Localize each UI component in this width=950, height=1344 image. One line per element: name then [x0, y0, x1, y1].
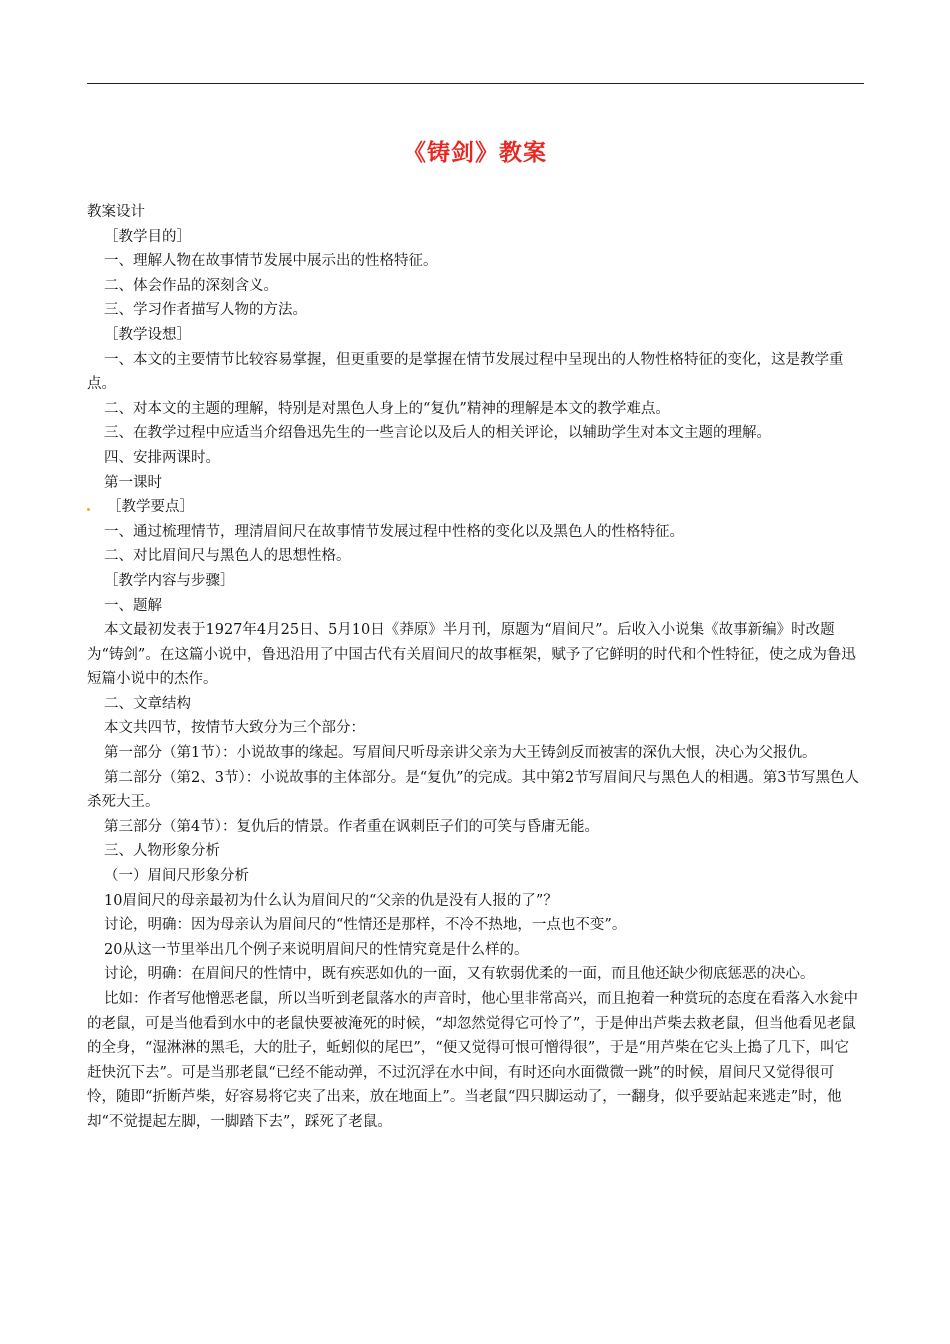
paragraph: 第三部分（第4节）：复仇后的情景。作者重在讽刺臣子们的可笑与昏庸无能。	[104, 818, 599, 835]
paragraph: 比如：作者写他憎恶老鼠，所以当听到老鼠落水的声音时，他心里非常高兴，而且抱着一种赏玩的态度在看落入水瓮中的老鼠，可是当他看到水中的老鼠快要被淹死的时候，“却忽然觉得它可怜了”，于是伸出芦柴去救老鼠，但当他看见老鼠的全身，“湿淋淋的黑毛，大的肚子，蚯蚓似的尾巴”，“便又觉得可恨可憎得很”，于是“用芦柴在它头上搗了几下，叫它赶快沉下去”。可是当那老鼠“已经不能动弹，不过沉浮在水中间，有时还向水面微微一跳”的时候，眉间尺又觉得很可怜，随即“折断芦柴，好容易将它夹了出来，放在地面上”。当老鼠“四只脚运动了，一翻身，似乎要站起来逃走”时，他却“不觉提起左脚，一脚踏下去”，踩死了老鼠。	[87, 991, 858, 1130]
paragraph: 一、题解	[104, 597, 162, 614]
paragraph: 二、对比眉间尺与黑色人的思想性格。	[104, 548, 351, 565]
paragraph: 教案设计	[87, 204, 145, 220]
paragraph: 三、在教学过程中应适当介绍鲁迅先生的一些言论以及后人的相关评论，以辅助学生对本文主题的理解。	[104, 425, 771, 442]
paragraph: 一、本文的主要情节比较容易掌握，但更重要的是掌握在情节发展过程中呈现出的人物性格特征的变化，这是教学重点。	[87, 351, 844, 393]
paragraph: 一、理解人物在故事情节发展中展示出的性格特征。	[104, 253, 438, 270]
paragraph: 二、体会作品的深刻含义。	[104, 277, 278, 294]
paragraph: ［教学设想］	[104, 326, 191, 343]
page-title: 《铸剑》教案	[403, 140, 547, 166]
paragraph: 第一部分（第1节）：小说故事的缘起。写眉间尺听母亲讲父亲为大王铸剑反而被害的深仇大恨，决心为父报仇。	[104, 745, 817, 762]
paragraph: （一）眉间尺形象分析	[104, 868, 249, 885]
paragraph: 四、安排两课时。	[104, 449, 220, 466]
paragraph: 20从这一节里举出几个例子来说明眉间尺的性情究竟是什么样的。	[104, 941, 529, 958]
paragraph: 讨论，明确：因为母亲认为眉间尺的“性情还是那样，不冷不热地，一点也不变”。	[104, 917, 627, 934]
bullet-dot-icon	[87, 508, 90, 511]
paragraph: ［教学内容与步骤］	[104, 572, 235, 589]
header-rule	[87, 83, 864, 84]
paragraph: 二、对本文的主题的理解，特别是对黑色人身上的“复仇”精神的理解是本文的教学难点。	[104, 400, 670, 417]
paragraph: 本文最初发表于1927年4月25日、5月10日《莽原》半月刊，原题为“眉间尺”。后收入小说集《故事新编》时改题为“铸剑”。在这篇小说中，鲁迅沿用了中国古代有关眉间尺的故事框架，赋予了它鲜明的时代和个性特征，使之成为鲁迅短篇小说中的杰作。	[87, 622, 856, 688]
paragraph: 第二部分（第2、3节）：小说故事的主体部分。是“复仇”的完成。其中第2节写眉间尺与黑色人的相遇。第3节写黑色人杀死大王。	[87, 769, 859, 811]
paragraph: 二、文章结构	[104, 695, 191, 712]
paragraph: 第一课时	[104, 474, 162, 491]
paragraph: 三、学习作者描写人物的方法。	[104, 302, 307, 319]
paragraph: 三、人物形象分析	[104, 843, 220, 860]
paragraph: ［教学要点］	[87, 495, 863, 520]
paragraph: 本文共四节，按情节大致分为三个部分：	[104, 720, 365, 737]
paragraph: 讨论，明确：在眉间尺的性情中，既有疾恶如仇的一面，又有软弱优柔的一面，而且他还缺少彻底惩恶的决心。	[104, 966, 815, 983]
paragraph: 一、通过梳理情节，理清眉间尺在故事情节发展过程中性格的变化以及黑色人的性格特征。	[104, 523, 684, 540]
paragraph: ［教学目的］	[104, 228, 191, 245]
document-body	[87, 200, 863, 1135]
paragraph: 10眉间尺的母亲最初为什么认为眉间尺的“父亲的仇是没有人报的了”？	[104, 892, 558, 909]
